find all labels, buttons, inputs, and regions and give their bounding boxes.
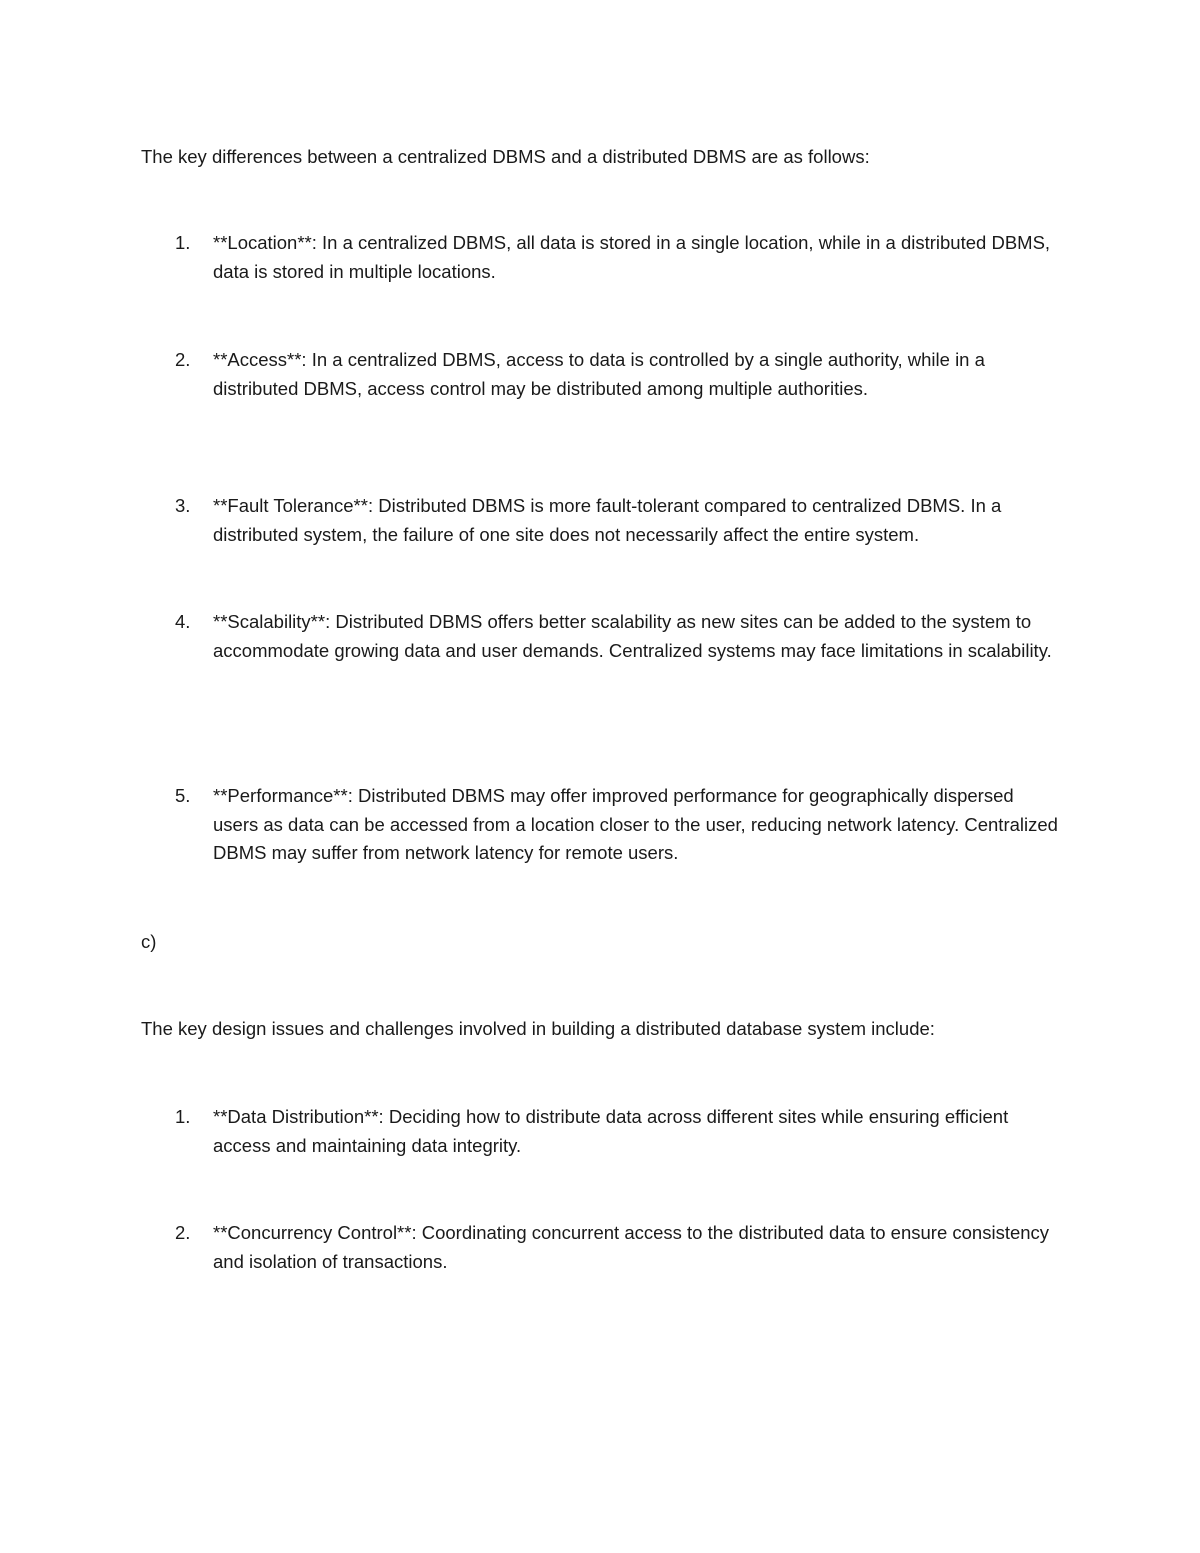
- list-item-text: **Performance**: Distributed DBMS may offer improved performance for geographically dispersed users as data can be accessed from a location closer to the user, reducing network latency. Centralized DBMS may suffer from network latency for remote users.: [213, 785, 1058, 863]
- list-item-number: 1.: [175, 232, 191, 253]
- list-item-text: **Access**: In a centralized DBMS, access to data is controlled by a single authority, while in a distributed DBMS, access control may be distributed among multiple authorities.: [213, 349, 985, 399]
- section1-intro: The key differences between a centralized DBMS and a distributed DBMS are as follows:: [141, 146, 870, 167]
- list-item-text: **Scalability**: Distributed DBMS offers better scalability as new sites can be added to the system to accommodate growing data and user demands. Centralized systems may face limitations in scalability.: [213, 611, 1052, 661]
- list-item-text: **Fault Tolerance**: Distributed DBMS is more fault-tolerant compared to centralized DBMS. In a distributed system, the failure of one site does not necessarily affect the entire system.: [213, 495, 1002, 545]
- list-item-text: **Location**: In a centralized DBMS, all data is stored in a single location, while in a distributed DBMS, data is stored in multiple locations.: [213, 232, 1051, 282]
- list-item-text: **Concurrency Control**: Coordinating concurrent access to the distributed data to ensure consistency and isolation of transactions.: [213, 1222, 1050, 1272]
- list-item-number: 3.: [175, 495, 191, 516]
- list-item-number: 1.: [175, 1106, 191, 1127]
- list-item-number: 2.: [175, 349, 191, 370]
- list-item-number: 4.: [175, 611, 191, 632]
- list-item-number: 2.: [175, 1222, 191, 1243]
- section-label: c): [141, 931, 157, 952]
- list-item-number: 5.: [175, 785, 191, 806]
- section2-intro: The key design issues and challenges involved in building a distributed database system include:: [141, 1018, 935, 1039]
- list-item-text: **Data Distribution**: Deciding how to distribute data across different sites while ensuring efficient access and maintaining data integrity.: [213, 1106, 1009, 1156]
